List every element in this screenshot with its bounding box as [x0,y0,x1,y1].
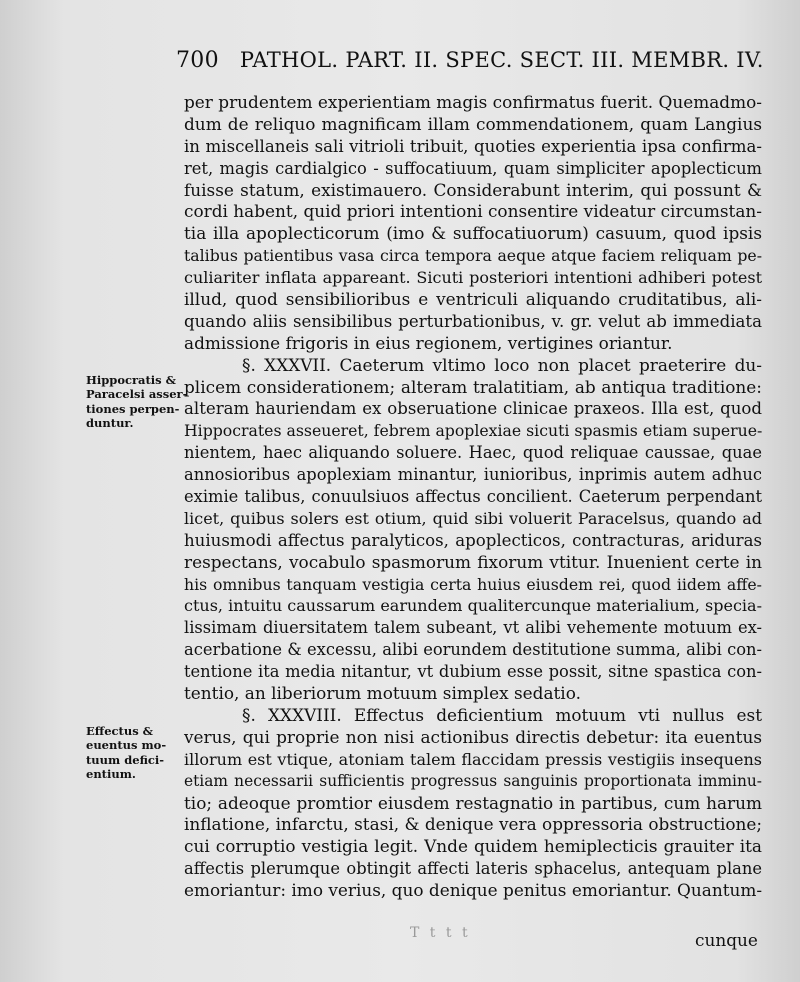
margin-note-line: tuum defici- [86,752,165,767]
text-line: talibus patientibus vasa circa tempora aeque atque faciem reliquam pe- [184,246,762,266]
text-line: quando aliis sensibilibus perturbationibus, v. gr. velut ab immediata [184,311,762,331]
text-line: etiam necessarii sufficientis progressus sanguinis proportionata imminu- [184,771,762,790]
margin-note-line: duntur. [86,415,134,430]
margin-note-line: Effectus & [86,724,154,738]
text-line: dum de reliquo magnificam illam commendationem, quam Langius [184,113,762,134]
text-line: illorum est vtique, atoniam talem flaccidam pressis vestigiis insequens [184,749,762,769]
text-line: illud, quod sensibilioribus e ventriculi aliquando cruditatibus, ali- [184,289,762,310]
text-line: tentione ita media nitantur, vt dubium esse possit, sitne spastica con- [184,662,762,682]
text-line: cui corruptio vestigia legit. Vnde quidem hemiplecticis grauiter ita [184,836,762,857]
text-line: ret, magis cardialgico - suffocatiuum, quam simpliciter apoplecticum [184,158,762,178]
margin-note-line: entium. [86,766,136,781]
text-line: plicem considerationem; alteram tralatitiam, ab antiqua traditione: [184,376,762,397]
margin-note-line: euentus mo- [86,738,167,753]
text-line: verus, qui proprie non nisi actionibus directis debetur: ita euentus [184,726,762,747]
text-line: eximie talibus, conuulsiuos affectus concilient. Caeterum perpendant [184,487,762,507]
text-line: affectis plerumque obtingit affecti lateris sphacelus, antequam plane [184,859,762,879]
margin-note-line: Hippocratis & [86,373,177,387]
text-line: acerbatione & excessu, alibi eorundem destitutione summa, alibi con- [184,640,762,660]
margin-note-hippocrates [86,373,188,430]
text-line: tia illa apoplecticorum (imo & suffocatiuorum) casuum, quod ipsis [184,223,762,244]
text-line: ctus, intuitu caussarum earundem qualitercunque materialium, specia- [184,596,762,616]
margin-note-effectus [86,724,182,781]
margin-note-line: tiones perpen- [86,401,180,416]
text-line: emoriantur: imo verius, quo denique penitus emoriantur. Quantum- [184,880,763,901]
text-line: his omnibus tanquam vestigia certa huius eiusdem rei, quod iidem affe- [184,574,762,594]
text-line: cordi habent, quid priori intentioni consentire videatur circumstan- [184,201,762,222]
text-line: admissione frigoris in eius regionem, vertigines oriantur. [184,332,673,353]
text-line: lissimam diuersitatem talem subeant, vt alibi vehemente motuum ex- [184,618,762,638]
text-line: licet, quibus solers est otium, quid sibi voluerit Paracelsus, quando ad [184,508,762,528]
margin-note-line: Paracelsi asser- [86,387,188,402]
text-line: inflatione, infarctu, stasi, & denique vera oppressoria obstructione; [184,814,763,835]
text-line: fuisse statum, existimauero. Considerabunt interim, qui possunt & [184,179,762,200]
body-text [184,92,762,902]
text-line: tio; adeoque promtior eiusdem restagnatio in partibus, cum harum [184,792,762,813]
signature-mark: T t t t [410,925,471,941]
text-line: respectans, vocabulo spasmorum fixorum vtitur. Inuenient certe in [184,551,762,572]
running-header [176,48,776,88]
text-line: per prudentem experientiam magis confirmatus fuerit. Quemadmo- [184,92,762,112]
text-line: nientem, haec aliquando soluere. Haec, quod reliquae caussae, quae [184,443,762,463]
catchword: cunque [695,930,758,950]
text-line: tentio, an liberiorum motuum simplex sedatio. [184,683,581,704]
running-title: PATHOL. PART. II. SPEC. SECT. III. MEMBR. IV. [239,48,764,72]
text-line: §. XXXVIII. Effectus deficientium motuum vti nullus est [242,704,762,725]
text-line: in miscellaneis sali vitrioli tribuit, quoties experientia ipsa confirma- [184,136,762,156]
text-line: annosioribus apoplexiam minantur, iunioribus, inprimis autem adhuc [184,465,762,485]
text-line: §. XXXVII. Caeterum vltimo loco non placet praeterire du- [242,354,762,375]
text-line: alteram hauriendam ex obseruatione clinicae praxeos. Illa est, quod [184,399,762,419]
text-line: Hippocrates asseueret, febrem apoplexiae sicuti spasmis etiam superue- [184,421,763,441]
text-line: culiariter inflata appareant. Sicuti posteriori intentioni adhiberi potest [184,268,762,288]
page-number: 700 [176,48,219,73]
text-line: huiusmodi affectus paralyticos, apoplecticos, contracturas, ariduras [184,530,762,550]
